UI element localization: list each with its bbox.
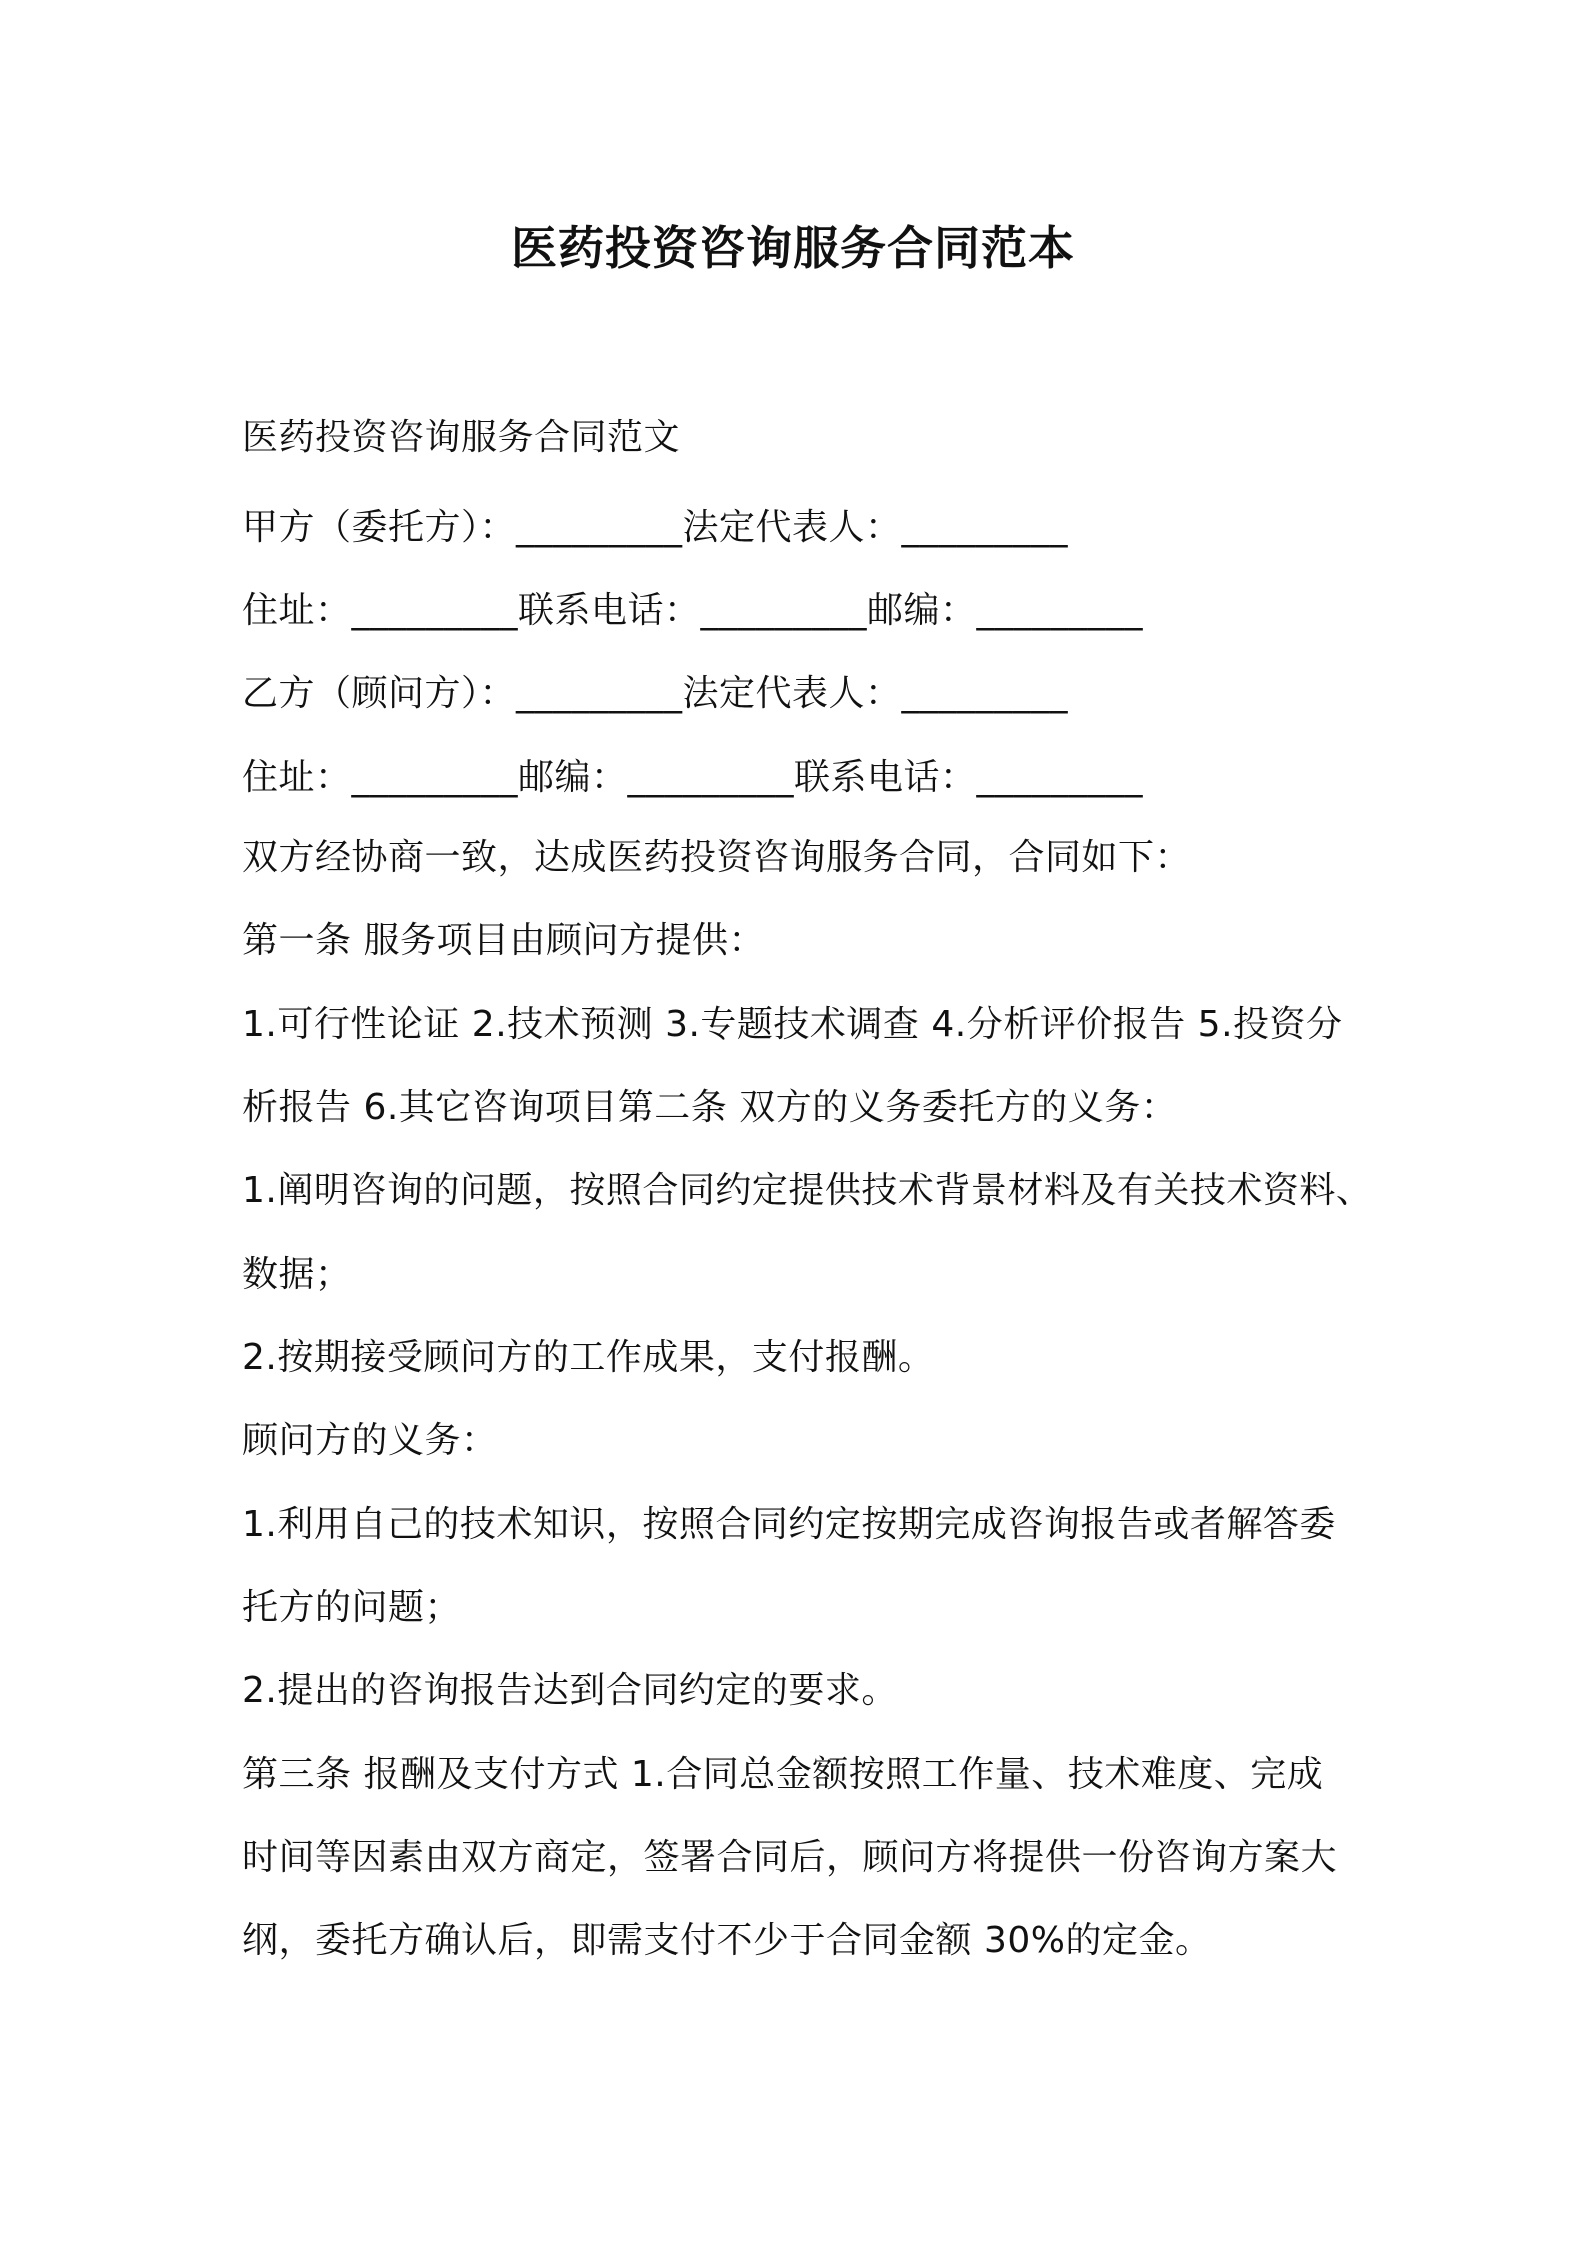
body-line: 托方的问题； — [242, 1587, 462, 1628]
agreement-intro-line: 双方经协商一致，达成医药投资咨询服务合同，合同如下： — [242, 837, 1192, 878]
subtitle-line: 医药投资咨询服务合同范文 — [242, 417, 681, 458]
body-line: 析报告 6.其它咨询项目第二条 双方的义务委托方的义务： — [242, 1087, 1178, 1128]
article-three-line: 第三条 报酬及支付方式 1.合同总金额按照工作量、技术难度、完成 — [242, 1754, 1324, 1795]
body-line: 1.阐明咨询的问题，按照合同约定提供技术背景材料及有关技术资料、 — [242, 1170, 1373, 1211]
consultant-duties-heading: 顾问方的义务： — [242, 1420, 498, 1461]
body-line: 1.可行性论证 2.技术预测 3.专题技术调查 4.分析评价报告 5.投资分 — [242, 1004, 1343, 1045]
body-line: 纲，委托方确认后，即需支付不少于合同金额 30%的定金。 — [242, 1920, 1212, 1961]
body-line: 2.按期接受顾问方的工作成果，支付报酬。 — [242, 1337, 935, 1378]
document-title: 医药投资咨询服务合同范本 — [511, 221, 1075, 275]
article-one-heading: 第一条 服务项目由顾问方提供： — [242, 920, 765, 961]
body-line: 2.提出的咨询报告达到合同约定的要求。 — [242, 1670, 898, 1711]
party-a-address-line: 住址：_________联系电话：_________邮编：_________ — [242, 590, 1144, 631]
body-line: 数据； — [242, 1254, 352, 1295]
party-b-line: 乙方（顾问方）：_________法定代表人：_________ — [242, 673, 1069, 714]
body-line: 时间等因素由双方商定，签署合同后，顾问方将提供一份咨询方案大 — [242, 1837, 1338, 1878]
party-a-line: 甲方（委托方）：_________法定代表人：_________ — [242, 507, 1069, 548]
body-line: 1.利用自己的技术知识，按照合同约定按期完成咨询报告或者解答委 — [242, 1504, 1336, 1545]
party-b-address-line: 住址：_________邮编：_________联系电话：_________ — [242, 757, 1144, 798]
